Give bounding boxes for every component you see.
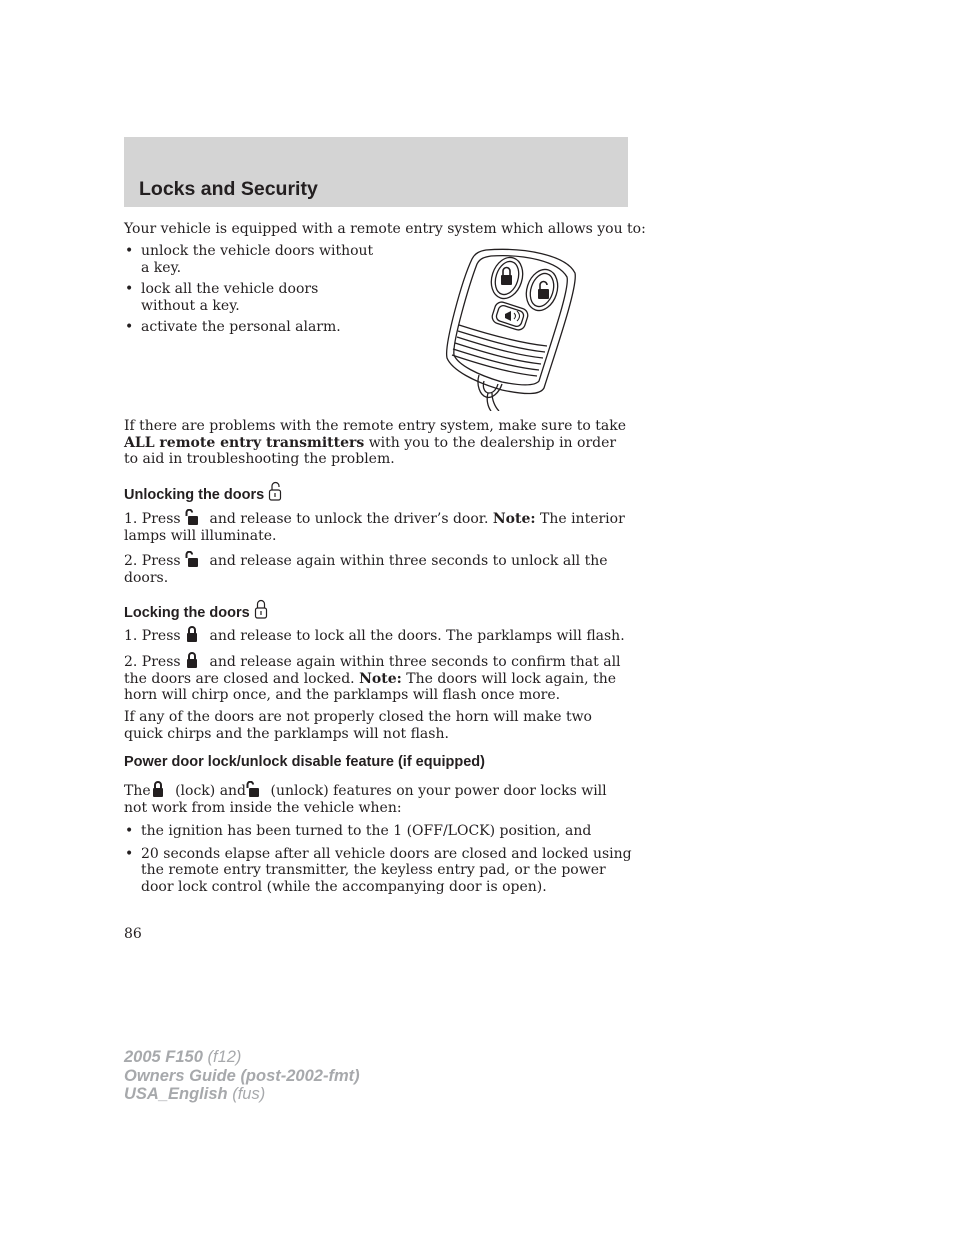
remote-transmitter-illustration [444, 245, 580, 411]
unlock-icon [246, 781, 260, 797]
unlock-icon [185, 551, 199, 567]
footer-model: 2005 F150 [124, 1048, 203, 1066]
intro-text: Your vehicle is equipped with a remote entry system which allows you to: [124, 221, 646, 237]
problems-text-bold: ALL remote entry transmitters [124, 434, 365, 451]
locking-heading-text: Locking the doors [124, 605, 250, 621]
power-lock-paragraph [124, 781, 628, 816]
unlock-step-2 [124, 551, 628, 586]
section-title: Locks and Security [139, 178, 318, 200]
unlock-step-1-press: 1. Press [124, 511, 181, 527]
locking-heading [124, 599, 268, 622]
problems-text-pre: If there are problems with the remote entry system, make sure to take [124, 418, 627, 434]
page-number: 86 [124, 926, 142, 942]
problems-text-post: with you to the dealership in order to aid in troubleshooting the problem. [124, 434, 617, 467]
unlock-step-2-press: 2. Press [124, 553, 181, 569]
unlock-icon [185, 509, 199, 525]
footer-model-code: (f12) [207, 1048, 242, 1066]
power-bullet-list [124, 823, 634, 895]
power-lock-disable-heading: Power door lock/unlock disable feature (if equipped) [124, 754, 485, 770]
power-lock-word: (lock) and [175, 783, 247, 799]
unlock-step-1-text: and release to unlock the driver’s door. [209, 511, 489, 527]
lock-step-1-text: and release to lock all the doors. The parklamps will flash. [209, 628, 625, 644]
lock-step-2-text: and release again within three seconds to confirm that all the doors are closed and locked. [124, 654, 621, 687]
list-item: • unlock the vehicle doors without a key. [124, 243, 374, 276]
footer-language-code: (fus) [232, 1085, 266, 1103]
list-item: • the ignition has been turned to the 1 (OFF/LOCK) position, and [124, 823, 634, 840]
list-item: • lock all the vehicle doors without a key. [124, 281, 374, 314]
footer-line-3 [124, 1085, 360, 1104]
section-header [124, 137, 628, 207]
power-the: The [124, 783, 151, 799]
improper-close-paragraph: If any of the doors are not properly closed the horn will make two quick chirps and the parklamps will not flash. [124, 709, 592, 742]
unlock-step-1 [124, 509, 628, 544]
lock-step-1 [124, 626, 634, 645]
lock-step-2-note-text: The doors will lock again, the horn will chirp once, and the parklamps will flash once more. [124, 670, 616, 703]
lock-step-2-press: 2. Press [124, 654, 181, 670]
unlock-step-1-note-label: Note: [492, 511, 536, 527]
problems-paragraph [124, 418, 628, 468]
lock-icon [185, 652, 199, 668]
document-footer [124, 1048, 360, 1104]
footer-line-1 [124, 1048, 360, 1067]
lock-step-1-press: 1. Press [124, 628, 181, 644]
unlock-step-1-note-text: The interior lamps will illuminate. [124, 511, 625, 544]
footer-language: USA_English [124, 1085, 228, 1103]
lock-icon [151, 781, 165, 797]
unlocking-heading-text: Unlocking the doors [124, 487, 265, 503]
lock-step-2 [124, 652, 634, 704]
unlock-step-2-text: and release again within three seconds to unlock all the doors. [124, 553, 608, 586]
footer-line-2: Owners Guide (post-2002-fmt) [124, 1066, 360, 1085]
lock-step-2-note-label: Note: [359, 670, 402, 687]
list-item: • activate the personal alarm. [124, 319, 374, 336]
intro-bullet-list [124, 243, 374, 336]
unlock-outline-icon [268, 481, 282, 501]
unlocking-heading [124, 481, 282, 504]
list-item: • 20 seconds elapse after all vehicle doors are closed and locked using the remote entry transmitter, the keyless entry pad, or the power door lock control (while the accompanying door is open). [124, 846, 634, 896]
lock-icon [185, 626, 199, 642]
lock-outline-icon [254, 599, 268, 619]
power-unlock-word: (unlock) features on your power door locks will not work from inside the vehicle when: [124, 783, 607, 816]
